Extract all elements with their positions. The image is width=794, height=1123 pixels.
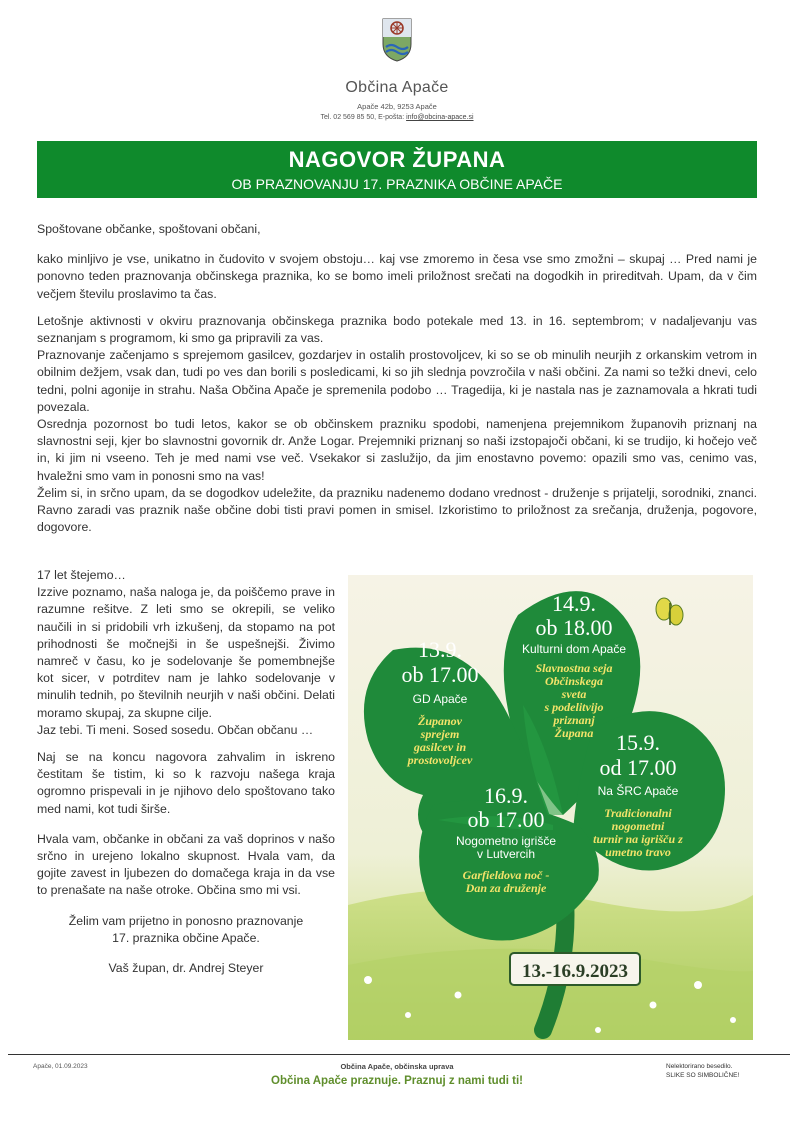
paragraph: kako minljivo je vse, unikatno in čudovito v svojem obstoju… kaj vse zmoremo in česa vse smo zmožni – skupaj … Pred nami je ponovno teden praznovanja občinskega praznika, ko se bomo imeli priložnost srečati na dogodkih in prireditvah. Upam, da v čim večjem številu proslavimo ta čas. bbox=[37, 252, 757, 301]
event-desc: Dan za druženje bbox=[465, 881, 547, 895]
footer-org: Občina Apače, občinska uprava bbox=[340, 1062, 454, 1071]
event-desc: Županov bbox=[417, 714, 463, 728]
event-desc: Župana bbox=[554, 726, 594, 740]
footer-note-line: SLIKE SO SIMBOLIČNE! bbox=[666, 1072, 740, 1079]
footer-note bbox=[666, 1062, 739, 1080]
event-time: ob 17.00 bbox=[401, 662, 479, 687]
date-range: 13.-16.9.2023 bbox=[521, 961, 629, 982]
footer-date: Apače, 01.09.2023 bbox=[33, 1063, 88, 1070]
event-desc: turnir na igrišču z bbox=[593, 832, 683, 846]
speech-body bbox=[37, 221, 757, 536]
email-link[interactable]: info@obcina-apace.si bbox=[406, 114, 474, 121]
event-desc: umetno travo bbox=[605, 845, 671, 859]
paragraph: Želim si, in srčno upam, da se dogodkov udeležite, da prazniku nadenemo dodano vrednost - druženje s prijatelji, sorodniki, znanci. Ravno zaradi vas praznik naše občine dobi tisti pravi pomen in smisel. Izkoristimo to priložnost za srečanja, druženja, pogovore, dogovore. bbox=[37, 485, 757, 535]
event-date: 16.9. bbox=[484, 783, 528, 808]
paragraph: Praznovanje začenjamo s sprejemom gasilcev, gozdarjev in ostalih prostovoljcev, ki so se ob minulih neurjih z orkanskim vetrom in obilnim dežjem, vsak dan, tudi po ves dan borili s posledicami, ki so jih slednja povzročila v naši občini. Za nami so težki dnevi, celo tedni, polni agonije in strahu. Naša Občina Apače je spremenila podobo … Tragedija, ki je nastala nas je zaznamovala a hkrati tudi povezala. bbox=[37, 348, 757, 414]
paragraph: Naj se na koncu nagovora zahvalim in iskreno čestitam še tistim, ki so k razvoju našega kraja ogromno prispevali in je njihovo delo spoštovano tako med nami, kot tudi širše. bbox=[37, 750, 335, 816]
paragraph: Hvala vam, občanke in občani za vaš doprinos v našo srčno in urejeno lokalno skupnost. Hvala vam, da gojite zavest in ljubezen do domačega kraja in da vse to prenašate na naše otroke. Občina smo mi vsi. bbox=[37, 831, 335, 898]
wish-line: 17. praznika občine Apače. bbox=[112, 930, 260, 945]
event-place: Na ŠRC Apače bbox=[597, 784, 679, 798]
event-place: v Lutvercih bbox=[476, 847, 536, 861]
event-date: 15.9. bbox=[616, 730, 660, 755]
footer-note-line: Nelektorirano besedilo. bbox=[666, 1063, 733, 1070]
speech-left-column bbox=[37, 567, 335, 977]
org-address: Apače 42b, 9253 Apače bbox=[357, 102, 437, 111]
signature: Vaš župan, dr. Andrej Steyer bbox=[108, 961, 264, 976]
event-time: ob 17.00 bbox=[467, 807, 545, 832]
event-desc: priznanj bbox=[553, 713, 595, 727]
event-desc: nogometni bbox=[611, 819, 665, 833]
paragraph: Izzive poznamo, naša naloga je, da poiščemo prave in razumne rešitve. Z leti smo se okrepili, se veliko naučili in si pridobili vrh izkušenj, da stopamo na pot prihodnosti še močnejši in še uspešnejši. Živimo namreč v času, ko je sodelovanje še pomembnejše kot sicer, v potrditev nam je lahko sodelovanje v minulih tednih, po številnih neurjih v naši občini. Delati moramo skupaj, za skupne cilje. bbox=[37, 585, 335, 720]
event-desc: Občinskega bbox=[545, 674, 603, 688]
event-date: 13.9. bbox=[418, 637, 462, 662]
event-desc: Garfieldova noč - bbox=[462, 868, 550, 882]
paragraph: Jaz tebi. Ti meni. Sosed sosedu. Občan občanu … bbox=[37, 722, 314, 737]
event-desc: gasilcev in bbox=[413, 740, 467, 754]
date-range-badge bbox=[510, 953, 640, 985]
event-place: Kulturni dom Apače bbox=[521, 642, 627, 656]
event-desc: sveta bbox=[561, 687, 587, 701]
event-time: ob 18.00 bbox=[535, 615, 613, 640]
event-desc: Tradicionalni bbox=[604, 806, 672, 820]
event-time: od 17.00 bbox=[599, 755, 677, 780]
event-desc: Slavnostna seja bbox=[535, 661, 613, 675]
title-banner bbox=[37, 141, 757, 198]
paragraph: Osrednja pozornost bo tudi letos, kakor se ob občinskem prazniku spodobi, namenjena prejemnikom županovih priznanj na slavnostni seji, kjer bo slavnostni govornik dr. Anže Logar. Prejemniki priznanj so naši izstopajoči občani, ki se trudijo, ki hočejo več in, ki jim ni vseeno. Teh je med nami vse več. Vsekakor si zaslužijo, da jim enostavno povemo: opazili smo vas, cenimo vas, hvaležni smo vam in ponosni smo na vas! bbox=[37, 417, 757, 483]
poster-graphic bbox=[348, 575, 753, 1040]
org-contact bbox=[0, 114, 794, 121]
event-place: Nogometno igrišče bbox=[455, 834, 557, 848]
wish-line: Želim vam prijetno in ponosno praznovanje bbox=[68, 913, 304, 928]
event-desc: s podelitvijo bbox=[544, 700, 604, 714]
municipal-crest-icon bbox=[382, 18, 412, 62]
org-name: Občina Apače bbox=[345, 79, 449, 96]
event-date: 14.9. bbox=[552, 591, 596, 616]
event-desc: sprejem bbox=[420, 727, 460, 741]
greeting: Spoštovane občanke, spoštovani občani, bbox=[37, 222, 261, 236]
footer-divider bbox=[8, 1054, 790, 1055]
event-poster bbox=[348, 575, 753, 1040]
letterhead bbox=[0, 18, 794, 121]
footer-slogan: Občina Apače praznuje. Praznuj z nami tudi ti! bbox=[271, 1075, 523, 1087]
contact-phone: Tel. 02 569 85 50, E-pošta: bbox=[320, 114, 407, 121]
paragraph: 17 let štejemo… bbox=[37, 568, 126, 582]
paragraph: Letošnje aktivnosti v okviru praznovanja občinskega praznika bodo potekale med 13. in 16. septembrom; v nadaljevanju vas seznanjam s programom, ki smo ga pripravili za vas. bbox=[37, 313, 757, 346]
event-place: GD Apače bbox=[412, 692, 468, 706]
banner-subtitle: OB PRAZNOVANJU 17. PRAZNIKA OBČINE APAČE bbox=[231, 176, 563, 192]
event-desc: prostovoljcev bbox=[407, 753, 473, 767]
banner-title: NAGOVOR ŽUPANA bbox=[288, 147, 506, 172]
